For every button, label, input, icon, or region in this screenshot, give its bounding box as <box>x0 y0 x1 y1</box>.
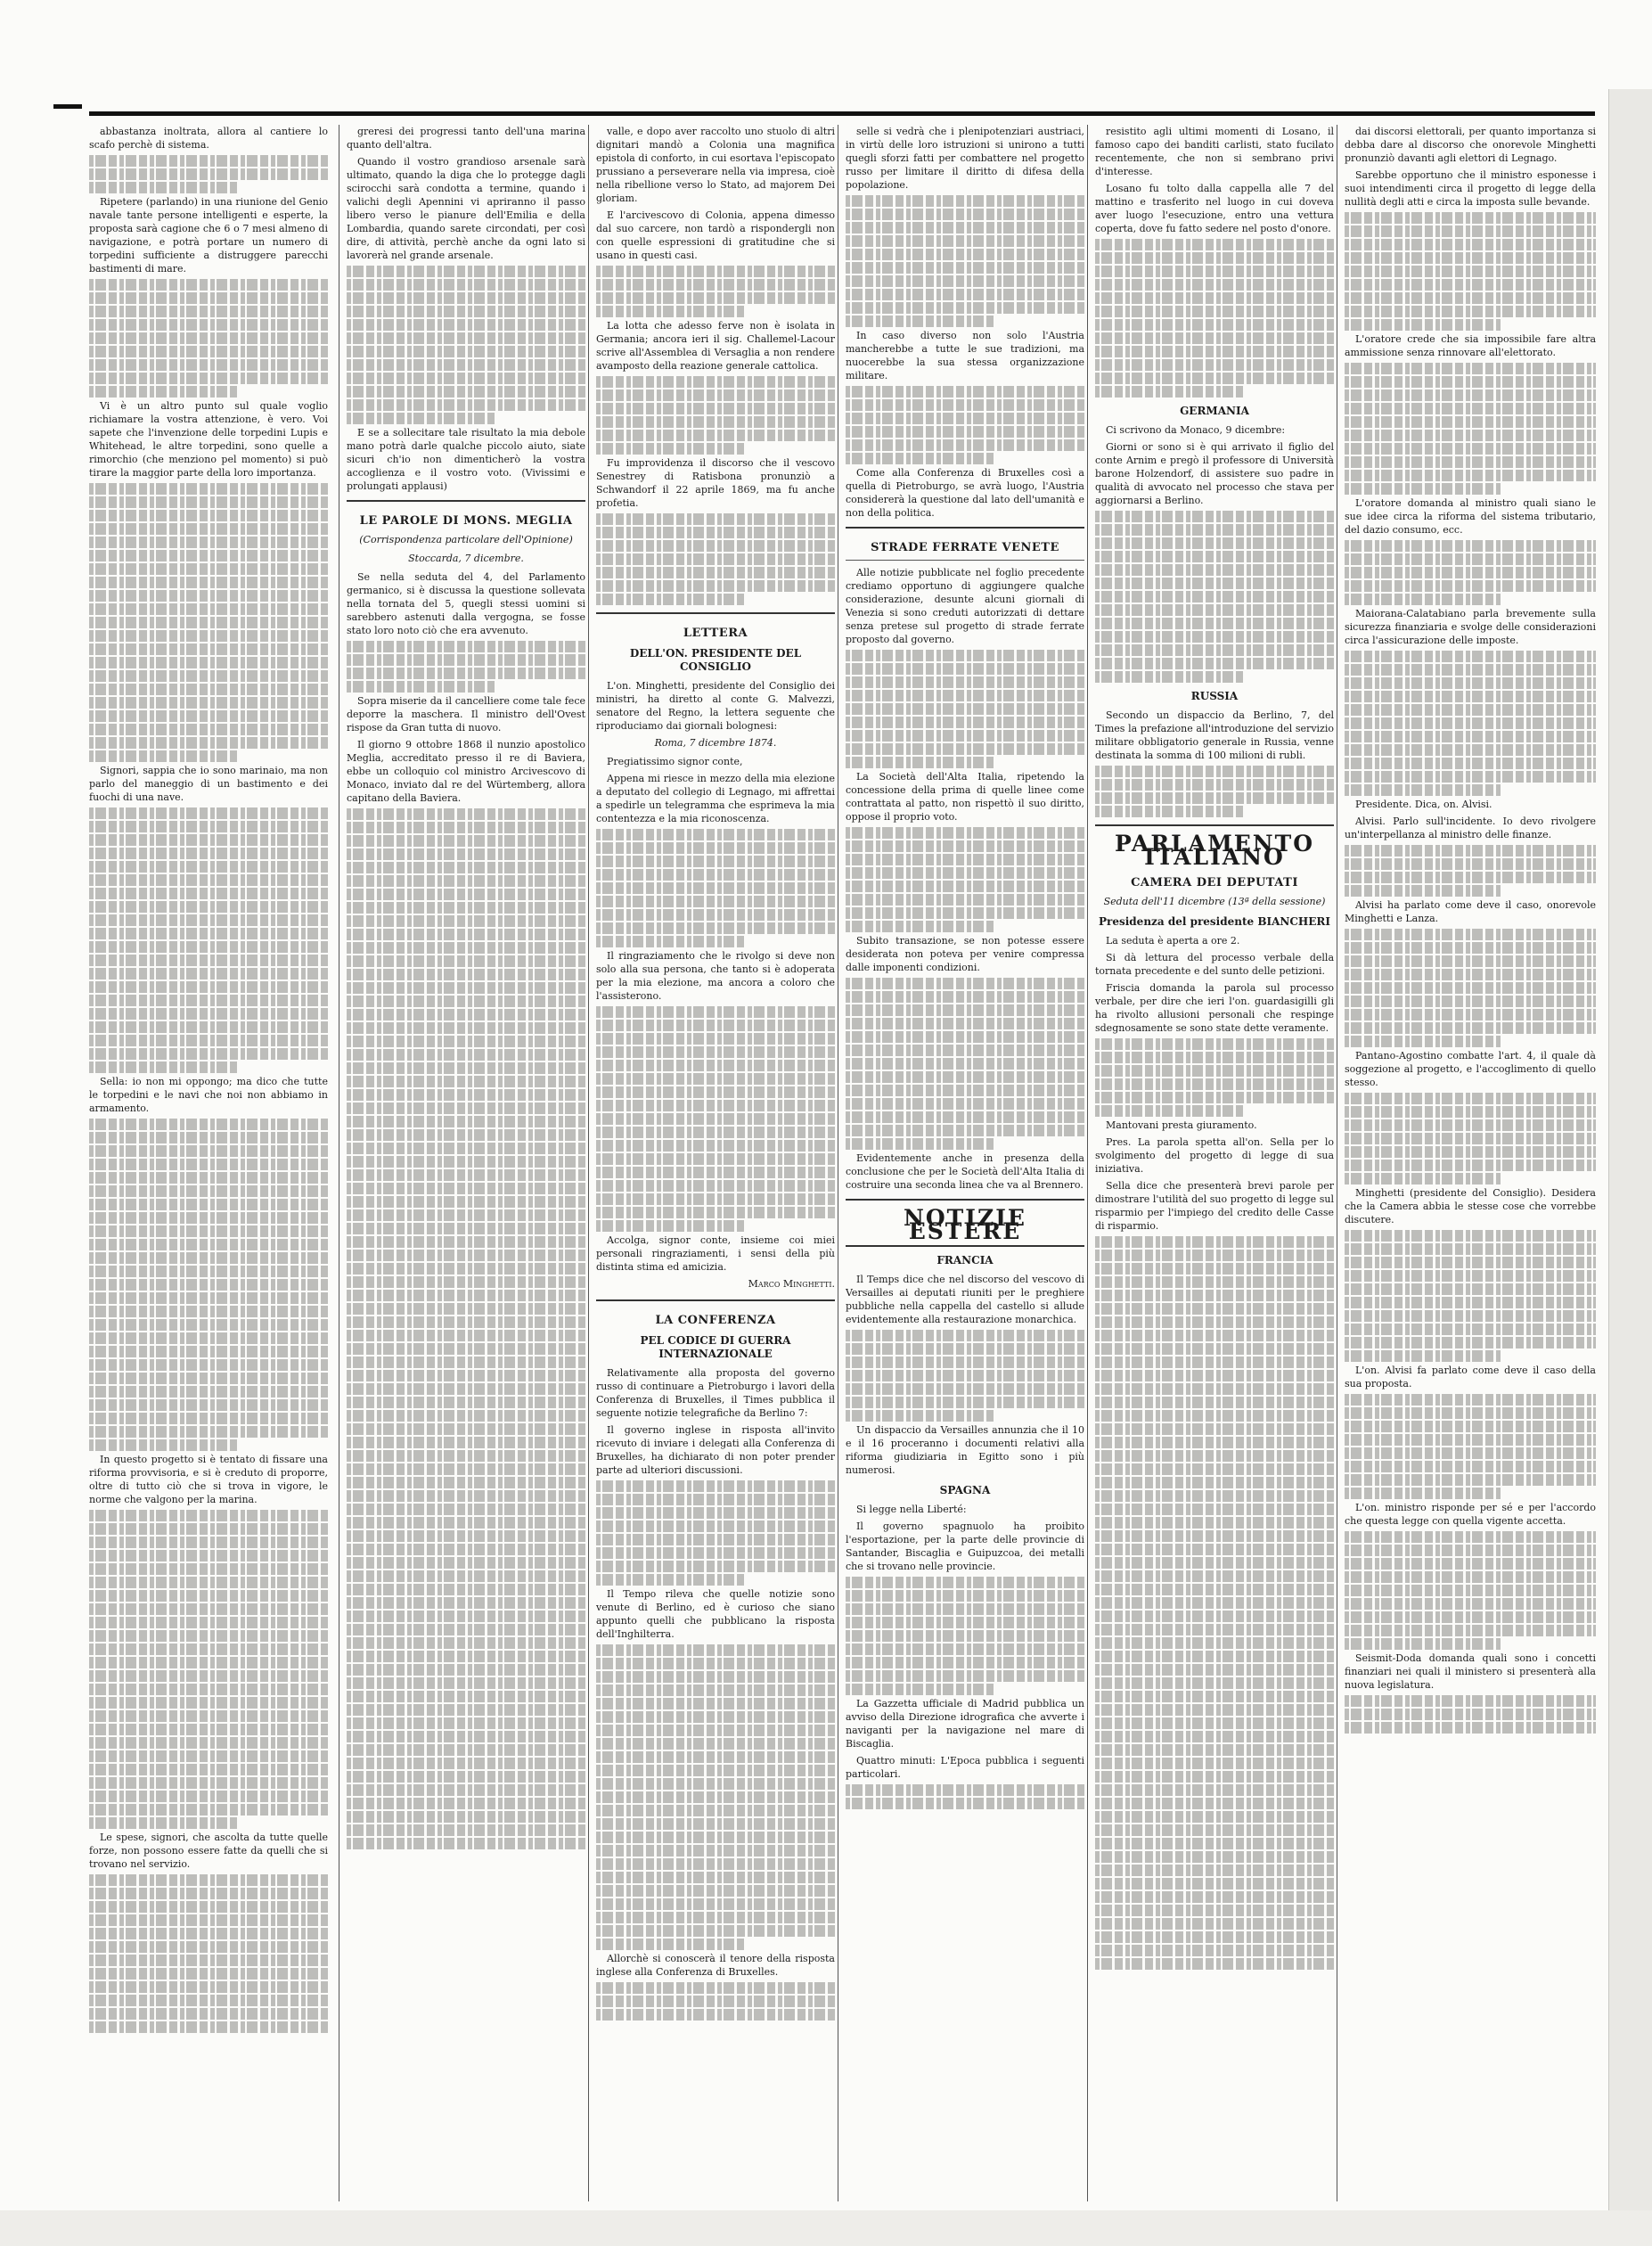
col4-text-l: La Gazzetta ufficiale di Madrid pubblica un avviso della Direzione idrografica che avverte i naviganti per la navigazione nel mare di Biscaglia. <box>846 1698 1084 1750</box>
col6-text-c: L'oratore crede che sia impossibile fare altra ammissione senza rinnovare all'elettorato. <box>1345 333 1596 358</box>
col1-text-b: Ripetere (parlando) in una riunione del Genio navale tante persone intelligenti e esperte, la proposta sarà cagione che 6 o 7 mesi almeno di navigazione, e potrà portare un numero di torpedini sufficiente a distruggere parecchi bastimenti di mare. <box>89 196 328 275</box>
col6-text-j: Minghetti (presidente del Consiglio). Desidera che la Camera abbia le stesse cose che vorrebbe discutere. <box>1345 1187 1596 1225</box>
col5-text-i: Mantovani presta giuramento. <box>1106 1119 1257 1131</box>
col5-text-j: Pres. La parola spetta all'on. Sella per lo svolgimento del progetto di legge di sua iniziativa. <box>1095 1136 1334 1175</box>
salutation: Pregiatissimo signor conte, <box>607 756 743 767</box>
column-6 <box>1337 125 1596 2201</box>
col5-text-f: La seduta è aperta a ore 2. <box>1106 935 1240 947</box>
col3-text-j: Il governo inglese in risposta all'invito ricevuto di inviare i delegati alla Conferenza di Bruxelles, ha dichiarato di non poter prender parte ad ulteriori discussioni. <box>596 1424 835 1476</box>
col5-text-d: Giorni or sono si è qui arrivato il figlio del conte Arnim e pregò il professore di Università barone Holzendorf, di assistere suo padre in qualità di avvocato nel processo che stava per aggiornarsi a Berlino. <box>1095 441 1334 506</box>
col6-text-i: Pantano-Agostino combatte l'art. 4, il quale dà soggezione al progetto, e l'accoglimento di quello stesso. <box>1345 1050 1596 1088</box>
thin-rule <box>846 560 1084 561</box>
col3-text-c: La lotta che adesso ferve non è isolata in Germania; ancora ieri il sig. Challemel-Lacour scrive all'Assemblea di Versaglia a non rendere avamposto della reazione generale cattolica. <box>596 320 835 372</box>
heading-lettera: LETTERA <box>683 627 748 640</box>
col2-text-d: Se nella seduta del 4, del Parlamento germanico, si è discussa la questione sollevata nella tornata del 5, quegli stessi uomini si sarebbero astenuti dalla vergogna, se fosse stato loro noto ciò che era avvenuto. <box>347 571 585 636</box>
col6-text-f: Presidente. Dica, on. Alvisi. <box>1355 799 1493 810</box>
top-rule <box>89 111 1595 116</box>
col3-text-a: valle, e dopo aver raccolto uno stuolo di altri dignitari mandò a Colonia una magnifica epistola di conforto, in cui esortava l'episcopato prussiano a perseverare nella via impresa, cioè nella ribellione verso lo Stato, ad majorem Dei gloriam. <box>596 126 835 204</box>
section-rule <box>846 527 1084 529</box>
session-info: Seduta dell'11 dicembre (13ª della sessione) <box>1103 896 1326 907</box>
col6-text-m: Seismit-Doda domanda quali sono i concetti finanziari nei quali il ministero si presenterà alla nuova legislatura. <box>1345 1652 1596 1691</box>
col1-text-g: Le spese, signori, che ascolta da tutte quelle forze, non possono essere fatte da quelli che si trovano nel servizio. <box>89 1832 328 1870</box>
col4-text-b: In caso diverso non solo l'Austria mancherebbe a tutte le sue tradizioni, ma nuocerebbe la sua stessa organizzazione militare. <box>846 330 1084 381</box>
col6-text-g: Alvisi. Parlo sull'incidente. Io devo rivolgere un'interpellanza al ministro delle finanze. <box>1345 816 1596 840</box>
subheading-corrispondenza: (Corrispondenza particolare dell'Opinione) <box>359 534 573 545</box>
col1-text-a: abbastanza inoltrata, allora al cantiere lo scafo perchè di sistema. <box>89 126 328 151</box>
col4-text-h: Il Temps dice che nel discorso del vescovo di Versailles ai deputati riuniti per le preghiere pubbliche nella cappella del castello si allude evidentemente alla restaurazione monarchica. <box>846 1274 1084 1325</box>
bottom-margin <box>0 2210 1652 2246</box>
column-4 <box>838 125 1092 2201</box>
col5-text-h: Friscia domanda la parola sul processo verbale, per dire che ieri l'on. guardasigilli gli ha rivolto allusioni personali che respinge sdegnosamente se sono state dette veramente. <box>1095 982 1334 1034</box>
col3-text-e: L'on. Minghetti, presidente del Consiglio dei ministri, ha diretto al conte G. Malvezzi, senatore del Regno, la lettera seguente che riproduciamo dai giornali bolognesi: <box>596 680 835 732</box>
col4-text-g: Evidentemente anche in presenza della conclusione che per le Società dell'Alta Italia di costruire una seconda linea che va al Brennero. <box>846 1152 1084 1191</box>
section-rule <box>347 500 585 502</box>
col4-text-f: Subito transazione, se non potesse essere desiderata non poteva per venire compressa dalle imponenti condizioni. <box>846 935 1084 973</box>
page-edge-mark <box>53 104 82 109</box>
col5-text-k: Sella dice che presenterà brevi parole per dimostrare l'utilità del suo progetto di legge sul risparmio per l'impiego del credito delle Casse di risparmio. <box>1095 1180 1334 1232</box>
col2-text-a: greresi dei progressi tanto dell'una marina quanto dell'altra. <box>347 126 585 151</box>
col4-text-a: selle si vedrà che i plenipotenziari austriaci, in virtù delle loro istruzioni si unirono a tutti quegli sforzi fatti per combattere nel progetto russo per limitare il diritto di difesa della popolazione. <box>846 126 1084 191</box>
heading-russia: RUSSIA <box>1190 690 1239 702</box>
col4-text-e: La Società dell'Alta Italia, ripetendo la concessione della prima di quelle linee come contrattata al patto, non rispettò il suo diritto, oppose il proprio voto. <box>846 771 1084 823</box>
heading-camera: CAMERA DEI DEPUTATI <box>1131 876 1298 889</box>
col5-text-g: Si dà lettura del processo verbale della tornata precedente e del sunto delle petizioni. <box>1095 952 1334 977</box>
columns <box>89 125 1595 2201</box>
col6-text-l: L'on. ministro risponde per sé e per l'accordo che questa legge con quella vigente accetta. <box>1345 1502 1596 1527</box>
signature-minghetti: Marco Minghetti. <box>748 1278 835 1290</box>
dateline-roma: Roma, 7 dicembre 1874. <box>654 737 777 749</box>
col3-text-b: E l'arcivescovo di Colonia, appena dimesso dal suo carcere, non tardò a rispondergli non con quelle espressioni di gratitudine che si usano in questi casi. <box>596 209 835 261</box>
col3-text-g: Il ringraziamento che le rivolgo si deve non solo alla sua persona, che tanto si è adoperata per la mia elezione, ma ancora a coloro che l'assisterono. <box>596 950 835 1002</box>
col6-text-a: dai discorsi elettorali, per quanto importanza si debba dare al discorso che onorevole Minghetti pronunziò davanti agli elettori di Legnago. <box>1345 126 1596 164</box>
col3-text-h: Accolga, signor conte, insieme coi miei personali ringraziamenti, i sensi della più distinta stima ed amicizia. <box>596 1234 835 1273</box>
col3-text-i: Relativamente alla proposta del governo russo di continuare a Pietroburgo i lavori della Conferenza di Bruxelles, il Times pubblica il seguente notizie telegrafiche da Berlino 7: <box>596 1367 835 1419</box>
subheading-codice-guerra: PEL CODICE DI GUERRA INTERNAZIONALE <box>640 1334 791 1360</box>
col1-text-f: In questo progetto si è tentato di fissare una riforma provvisoria, e si è creduto di proporre, oltre di tutto ciò che si trova in vigore, le norme che valgono per la marina. <box>89 1454 328 1505</box>
col2-text-f: Il giorno 9 ottobre 1868 il nunzio apostolico Meglia, accreditato presso il re di Baviera, ebbe un colloquio col ministro Arcivescovo di Monaco, inviato dal re del Würtemberg, allora capitano della Baviera. <box>347 739 585 804</box>
col4-text-m: Quattro minuti: L'Epoca pubblica i seguenti particolari. <box>846 1755 1084 1780</box>
heading-parlamento: PARLAMENTO ITALIANO <box>1114 831 1315 870</box>
col3-text-d: Fu improvidenza il discorso che il vescovo Senestrey di Ratisbona pronunziò a Schwandorf il 22 aprile 1869, ma fu anche profetia. <box>596 457 835 509</box>
col1-text-d: Signori, sappia che io sono marinaio, ma non parlo del maneggio di un bastimento e dei fuochi di una nave. <box>89 765 328 803</box>
col4-text-c: Come alla Conferenza di Bruxelles così a quella di Pietroburgo, se avrà luogo, l'Austria considererà la questione dal lato dell'umanità e non della politica. <box>846 467 1084 519</box>
column-2 <box>339 125 593 2201</box>
section-rule <box>596 1299 835 1301</box>
col5-text-e: Secondo un dispaccio da Berlino, 7, del Times la prefazione all'introduzione del servizio militare obbligatorio generale in Russia, venne destinata la somma di 100 milioni di rubli. <box>1095 709 1334 761</box>
col4-text-i: Un dispaccio da Versailles annunzia che il 10 e il 16 proceranno i documenti relativi alla riforma giudiziaria in Egitto sono i più numerosi. <box>846 1424 1084 1476</box>
heading-strade-ferrate: STRADE FERRATE VENETE <box>871 541 1059 554</box>
col6-text-b: Sarebbe opportuno che il ministro esponesse i suoi intendimenti circa il progetto di legge della nullità degli atti e circa la imposta sulle bevande. <box>1345 169 1596 208</box>
col5-text-b: Losano fu tolto dalla cappella alle 7 del mattino e trasferito nel luogo in cui doveva aver luogo l'esecuzione, entro una vettura coperta, dove fu fatto sedere nel posto d'onore. <box>1095 183 1334 234</box>
col6-text-k: L'on. Alvisi fa parlato come deve il caso della sua proposta. <box>1345 1365 1596 1389</box>
col3-text-f: Appena mi riesce in mezzo della mia elezione a deputato del collegio di Legnago, mi affrettai a spedirle un telegramma che esprimeva la mia contentezza e la mia riconoscenza. <box>596 773 835 824</box>
col5-text-a: resistito agli ultimi momenti di Losano, il famoso capo dei banditi carlisti, stato fucilato recentemente, che non si sembrano privi d'interesse. <box>1095 126 1334 177</box>
col3-text-k: Il Tempo rileva che quelle notizie sono venute di Berlino, ed è curioso che siano appunto quelli che pubblicano la risposta dell'Inghilterra. <box>596 1588 835 1640</box>
section-rule <box>846 1245 1084 1247</box>
col5-text-c: Ci scrivono da Monaco, 9 dicembre: <box>1106 424 1286 436</box>
heading-spagna: SPAGNA <box>939 1484 991 1496</box>
col6-text-d: L'oratore domanda al ministro quali siano le sue idee circa la riforma del sistema tributario, del dazio consumo, ecc. <box>1345 497 1596 536</box>
dateline-stoccarda: Stoccarda, 7 dicembre. <box>408 553 524 564</box>
col1-text-c: Vi è un altro punto sul quale voglio richiamare la vostra attenzione, è vero. Voi sapete che l'invenzione delle torpedini Lupis e Whitehead, le altre torpedini, sono quelle a rimorchio (che menziono pel momento) si può tirare la maggior parte della loro importanza. <box>89 400 328 479</box>
subheading-presidente-consiglio: DELL'ON. PRESIDENTE DEL CONSIGLIO <box>629 647 802 673</box>
col3-text-l: Allorchè si conoscerà il tenore della risposta inglese alla Conferenza di Bruxelles. <box>596 1953 835 1978</box>
heading-francia: FRANCIA <box>936 1254 994 1266</box>
col1-text-e: Sella: io non mi oppongo; ma dico che tutte le torpedini e le navi che noi non abbiamo in armamento. <box>89 1076 328 1114</box>
col4-text-d: Alle notizie pubblicate nel foglio precedente crediamo opportuno di aggiungere qualche considerazione, desunte alcuni giornali di Venezia si sono creduti autorizzati di dettare senza pretese sul progetto di strade ferrate proposto dal governo. <box>846 567 1084 645</box>
col6-text-h: Alvisi ha parlato come deve il caso, onorevole Minghetti e Lanza. <box>1345 899 1596 924</box>
section-rule <box>846 1199 1084 1201</box>
adjacent-page-edge <box>1608 89 1652 2246</box>
col6-text-e: Maiorana-Calatabiano parla brevemente sulla sicurezza finanziaria e svolge delle considerazioni circa l'assicurazione delle imposte. <box>1345 608 1596 646</box>
section-rule <box>596 612 835 614</box>
col4-text-j: Si legge nella Liberté: <box>856 1504 967 1515</box>
col2-text-b: Quando il vostro grandioso arsenale sarà ultimato, quando la diga che lo protegge dagli scirocchi sarà condotta a termine, quando i valichi degli Apennini vi apriranno il passo libero verso le pianure dell'Emilia e della Lombardia, quando sarete circondati, per così dire, di attività, perchè anche da ogni lato si lavorerà nel grande arsenale. <box>347 156 585 261</box>
heading-notizie-estere: NOTIZIE ESTERE <box>904 1205 1026 1244</box>
presidency: Presidenza del presidente BIANCHERI <box>1099 915 1330 928</box>
section-rule <box>1095 824 1334 826</box>
heading-parole-meglia: LE PAROLE DI MONS. MEGLIA <box>359 514 573 528</box>
column-5 <box>1087 125 1341 2201</box>
column-1 <box>89 125 335 2201</box>
heading-conferenza: LA CONFERENZA <box>655 1314 776 1327</box>
heading-germania: GERMANIA <box>1180 405 1249 417</box>
col2-text-c: E se a sollecitare tale risultato la mia debole mano potrà darle qualche piccolo aiuto, siate sicuri ch'io non dimenticherò la vostra accoglienza e il vostro voto. (Vivissimi e prolungati applausi) <box>347 427 585 492</box>
col2-text-e: Sopra miserie da il cancelliere come tale fece deporre la maschera. Il ministro dell'Ovest rispose da Gran tutta di nuovo. <box>347 695 585 734</box>
col4-text-k: Il governo spagnuolo ha proibito l'esportazione, per la parte delle provincie di Santander, Biscaglia e Guipuzcoa, dei metalli che si trovano nelle provincie. <box>846 1521 1084 1572</box>
column-3 <box>588 125 842 2201</box>
